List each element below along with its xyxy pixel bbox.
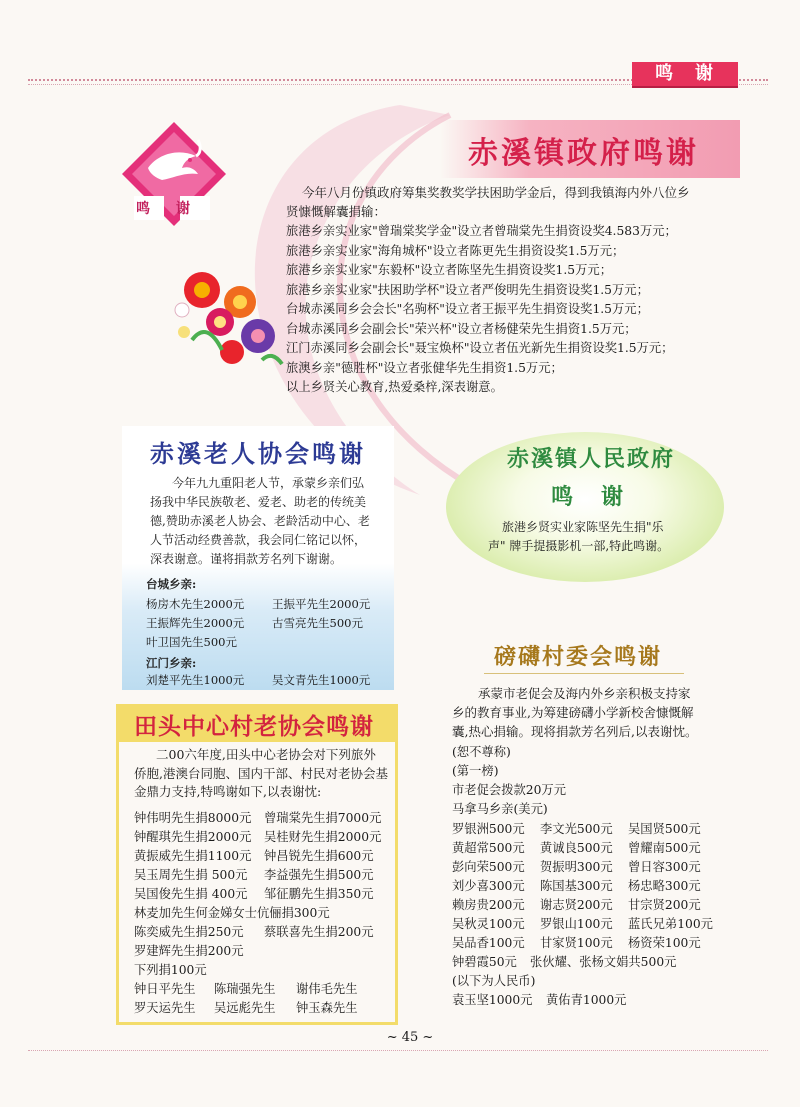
group1-label: 台城乡亲: xyxy=(146,577,197,591)
donor: 吴秋灵100元 xyxy=(452,917,525,931)
article1-item: 旅港乡亲实业家"海角城杯"设立者陈更先生捐资设奖1.5万元； xyxy=(286,243,625,258)
article3-body-line: 声" 牌手提摄影机一部,特此鸣谢。 xyxy=(488,539,670,553)
donor: 罗银洲500元 xyxy=(452,822,525,836)
donor: 李文光500元 xyxy=(540,822,613,836)
donor: 叶卫国先生500元 xyxy=(146,635,237,649)
donor: 陈瑞强先生 xyxy=(214,982,276,996)
article5-title-underline xyxy=(484,673,684,674)
article4-body-line: 二00六年度,田头中心老协会对下列旅外 xyxy=(156,747,376,762)
article1-item: 台城赤溪同乡会副会长"荣兴杯"设立者杨健荣先生捐资1.5万元； xyxy=(286,321,637,336)
article5-body-line: 乡的教育事业,为筹建磅礴小学新校舍慷慨解 xyxy=(452,704,694,720)
page-number: ~ 45 ~ xyxy=(386,1030,434,1045)
donor-note: 下列捐100元 xyxy=(134,963,207,977)
donor: 曾日容300元 xyxy=(628,860,701,874)
article5-group: 马拿马乡亲(美元) xyxy=(452,802,548,816)
donor: 钟伟明先生捐8000元 xyxy=(134,811,252,825)
article3-body xyxy=(488,518,702,556)
article1-item: 以上乡贤关心教育,热爱桑梓,深表谢意。 xyxy=(286,380,503,394)
donor: 王振平先生2000元 xyxy=(272,597,371,611)
article5-fund: 市老促会拨款20万元 xyxy=(452,783,567,797)
article2-box xyxy=(122,426,394,690)
donor: 黄超常500元 xyxy=(452,841,525,855)
article2-title: 赤溪老人协会鸣谢 xyxy=(150,439,366,468)
article2-body-line: 人节活动经费善款，我会同仁铭记以怀， xyxy=(150,533,367,547)
article2-body-line: 扬我中华民族敬老、爱老、助老的传统美 xyxy=(150,495,367,509)
donor: 钟昌锐先生捐600元 xyxy=(264,849,374,863)
article4-title-bar xyxy=(116,704,398,742)
article4-body xyxy=(134,746,394,802)
donor: 黄振威先生捐1100元 xyxy=(134,849,252,863)
article3-title-1: 赤溪镇人民政府 xyxy=(506,446,675,472)
article1-intro-2: 贤慷慨解囊捐输： xyxy=(286,204,387,219)
article3-title-2: 鸣谢 xyxy=(550,484,651,510)
article1-item: 台城赤溪同乡会会长"名驹杯"设立者王振平先生捐资设奖1.5万元； xyxy=(286,302,649,316)
donor: 张伙耀、张杨文娟共500元 xyxy=(530,955,677,969)
article5-body xyxy=(452,685,732,741)
donor: 吴国贤500元 xyxy=(628,822,701,836)
donor: 杨忠略300元 xyxy=(628,879,701,893)
donor: 李益强先生捐500元 xyxy=(264,868,374,882)
donor: 吴玉周先生捐 500元 xyxy=(134,868,248,882)
flower-decoration xyxy=(162,260,292,380)
donor: 陈国基300元 xyxy=(540,879,613,893)
article1-item: 旅港乡亲实业家"扶困助学杯"设立者严俊明先生捐资设奖1.5万元； xyxy=(286,282,649,297)
donor: 吴远彪先生 xyxy=(214,1001,276,1015)
article1-intro-1: 今年八月份镇政府筹集奖教奖学扶困助学金后，得到我镇海内外八位乡 xyxy=(302,185,690,200)
article3-body-line: 旅港乡贤实业家陈坚先生捐"乐 xyxy=(502,520,664,534)
donor: 黄诚良500元 xyxy=(540,841,613,855)
donor: 邹征鹏先生捐350元 xyxy=(264,887,374,901)
article5-note: (第一榜) xyxy=(452,764,499,778)
donor: 贺振明300元 xyxy=(540,860,613,874)
article1-list xyxy=(286,222,756,398)
article1-item: 江门赤溪同乡会副会长"聂宝焕杯"设立者伍光新先生捐资设奖1.5万元； xyxy=(286,341,674,355)
donor: 吴文青先生1000元 xyxy=(272,673,371,687)
donor: 杨资荣100元 xyxy=(628,936,701,950)
donor: 罗建辉先生捐200元 xyxy=(134,944,244,958)
donor: 罗天运先生 xyxy=(134,1001,196,1015)
article4-body-line: 金鼎力支持,特鸣谢如下,以表谢忱: xyxy=(134,784,322,799)
donor: 赖房贵200元 xyxy=(452,898,525,912)
article1-item: 旅港乡亲实业家"曾瑞棠奖学金"设立者曾瑞棠先生捐资设奖4.583万元； xyxy=(286,224,677,238)
section-tag: 鸣谢 xyxy=(632,62,738,88)
donor: 曾瑞棠先生捐7000元 xyxy=(264,811,382,825)
article2-body-line: 今年九九重阳老人节，承蒙乡亲们弘 xyxy=(172,476,365,490)
donor: 钟日平先生 xyxy=(134,982,196,996)
article2-body-line: 德,赞助赤溪老人协会、老龄活动中心、老 xyxy=(150,514,370,528)
donor: 吴桂财先生捐2000元 xyxy=(264,830,382,844)
donor: 古雪亮先生500元 xyxy=(272,616,363,630)
donor: 林麦加先生何金娣女士伉俪捐300元 xyxy=(134,906,330,920)
donor: 王振辉先生2000元 xyxy=(146,616,245,630)
article1-item: 旅港乡亲实业家"东毅杯"设立者陈坚先生捐资设奖1.5万元； xyxy=(286,263,612,277)
article1-item: 旅澳乡亲"德胜杯"设立者张健华先生捐资1.5万元； xyxy=(286,360,563,375)
donor: 陈奕威先生捐250元 xyxy=(134,925,244,939)
article1-title-banner xyxy=(440,120,740,178)
donor: 吴品香100元 xyxy=(452,936,525,950)
donor: 吴国俊先生捐 400元 xyxy=(134,887,248,901)
article5-body-line: 承蒙市老促会及海内外乡亲积极支持家 xyxy=(478,686,691,701)
donor: 谢志贤200元 xyxy=(540,898,613,912)
article2-body-line: 深表谢意。谨将捐款芳名列下谢谢。 xyxy=(150,552,343,566)
donor: 彭向荣500元 xyxy=(452,860,525,874)
donor: 蔡联喜先生捐200元 xyxy=(264,925,374,939)
donor: 袁玉坚1000元 xyxy=(452,993,533,1007)
donor: 钟醒琪先生捐2000元 xyxy=(134,830,252,844)
donor: 罗银山100元 xyxy=(540,917,613,931)
donor: 甘宗贤200元 xyxy=(628,898,701,912)
article5-note: (恕不尊称) xyxy=(452,745,511,759)
flower-icon xyxy=(175,272,282,364)
donor: 钟玉森先生 xyxy=(296,1001,358,1015)
article5-title: 磅礴村委会鸣谢 xyxy=(494,644,663,670)
donor: 钟碧霞50元 xyxy=(452,955,517,969)
article5-note: (以下为人民币) xyxy=(452,974,536,988)
donor: 黄佑青1000元 xyxy=(546,993,627,1007)
footer-dotted-line xyxy=(28,1050,768,1051)
donor: 刘楚平先生1000元 xyxy=(146,673,245,687)
article4-title: 田头中心村老协会鸣谢 xyxy=(134,713,374,740)
donor: 谢伟毛先生 xyxy=(296,982,358,996)
article4-body-line: 侨胞,港澳台同胞、国内干部、村民对老协会基 xyxy=(134,765,388,781)
article2-body xyxy=(150,474,400,569)
donor: 蓝氏兄弟100元 xyxy=(628,917,713,931)
article1-title: 赤溪镇政府鸣谢 xyxy=(468,136,699,171)
article5-body-line: 囊,热心捐输。现将捐款芳名列后,以表谢忱。 xyxy=(452,723,698,739)
donor: 刘少喜300元 xyxy=(452,879,525,893)
donor: 曾耀南500元 xyxy=(628,841,701,855)
donor: 甘家贤100元 xyxy=(540,936,613,950)
group2-label: 江门乡亲: xyxy=(146,656,197,670)
donor: 杨房木先生2000元 xyxy=(146,597,245,611)
logo-label: 鸣谢 xyxy=(136,201,216,217)
